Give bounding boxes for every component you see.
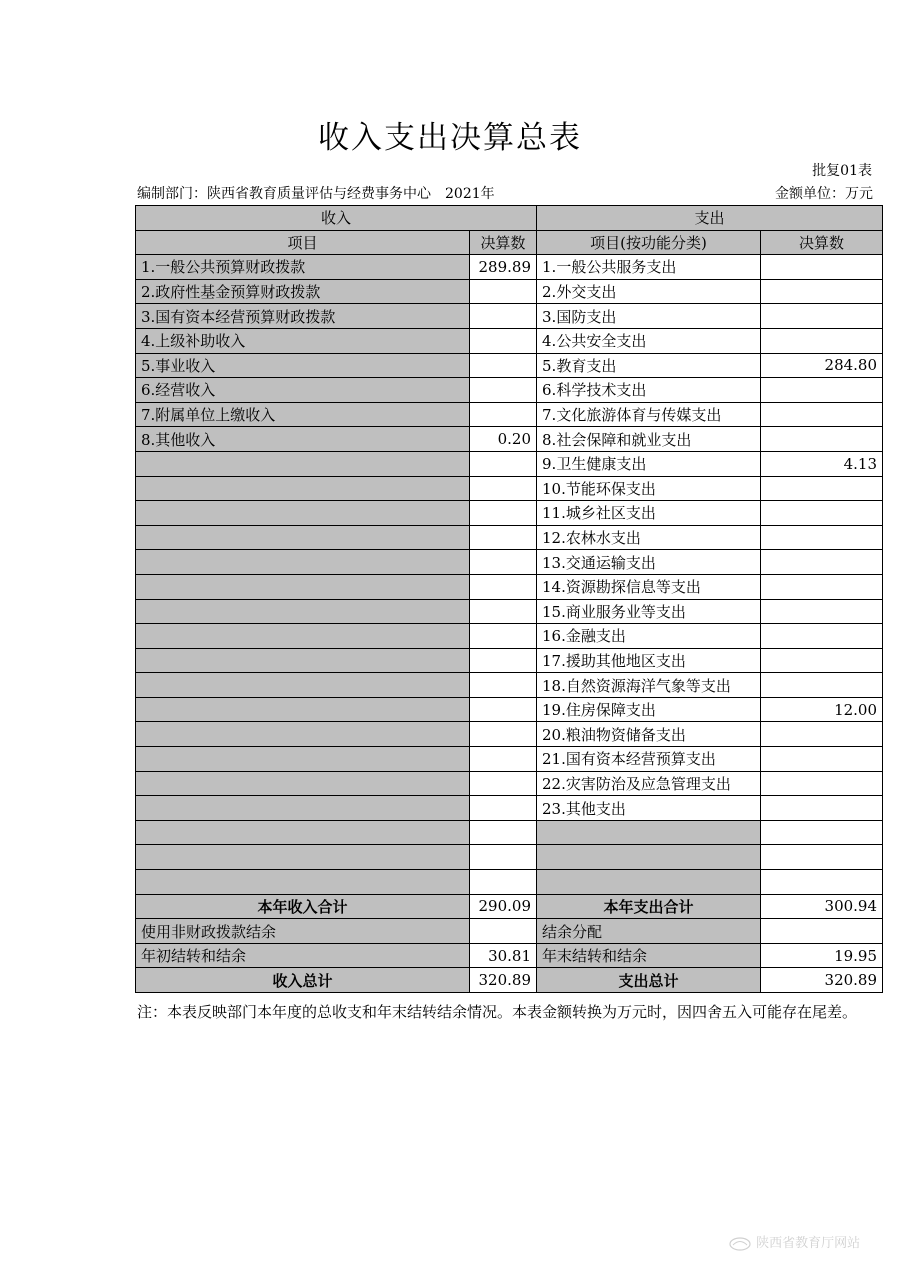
income-item-cell xyxy=(136,697,470,722)
income-item-cell: 8.其他收入 xyxy=(136,427,470,452)
income-value-cell xyxy=(470,870,537,895)
income-value-cell xyxy=(470,279,537,304)
expense-item-cell: 20.粮油物资储备支出 xyxy=(537,722,761,747)
expense-item-cell: 19.住房保障支出 xyxy=(537,697,761,722)
expense-value-cell xyxy=(761,820,883,845)
income-item-cell: 5.事业收入 xyxy=(136,353,470,378)
expense-value-cell xyxy=(761,550,883,575)
expense-value-cell xyxy=(761,427,883,452)
table-row xyxy=(136,771,883,796)
income-item-cell: 7.附属单位上缴收入 xyxy=(136,402,470,427)
income-value-cell xyxy=(470,624,537,649)
expense-value-cell xyxy=(761,279,883,304)
income-value-cell xyxy=(470,845,537,870)
table-row xyxy=(136,255,883,280)
table-row xyxy=(136,525,883,550)
expense-year-total-label: 本年支出合计 xyxy=(537,894,761,919)
surplus-distribution-value xyxy=(761,919,883,944)
income-item-cell xyxy=(136,525,470,550)
income-item-cell xyxy=(136,845,470,870)
expense-value-cell xyxy=(761,328,883,353)
expense-item-cell: 4.公共安全支出 xyxy=(537,328,761,353)
income-item-cell: 4.上级补助收入 xyxy=(136,328,470,353)
table-row xyxy=(136,599,883,624)
income-value-cell xyxy=(470,501,537,526)
table-row xyxy=(136,624,883,649)
expense-item-cell: 14.资源勘探信息等支出 xyxy=(537,574,761,599)
income-item-cell xyxy=(136,451,470,476)
expense-value-cell: 12.00 xyxy=(761,697,883,722)
income-item-cell xyxy=(136,599,470,624)
expense-item-cell: 8.社会保障和就业支出 xyxy=(537,427,761,452)
expense-item-header: 项目(按功能分类) xyxy=(537,230,761,255)
expense-year-total-value: 300.94 xyxy=(761,894,883,919)
nonfiscal-balance-label: 使用非财政拨款结余 xyxy=(136,919,470,944)
report-year: 2021年 xyxy=(445,186,495,202)
income-item-cell xyxy=(136,648,470,673)
expense-item-cell: 3.国防支出 xyxy=(537,304,761,329)
income-value-cell xyxy=(470,648,537,673)
expense-value-cell: 4.13 xyxy=(761,451,883,476)
department-info xyxy=(137,183,495,203)
table-row xyxy=(136,796,883,821)
expense-value-cell xyxy=(761,747,883,772)
expense-value-cell xyxy=(761,501,883,526)
income-value-cell xyxy=(470,550,537,575)
income-item-cell xyxy=(136,501,470,526)
form-code: 批复01表 xyxy=(812,163,872,179)
income-item-cell xyxy=(136,771,470,796)
income-value-cell xyxy=(470,820,537,845)
table-row xyxy=(136,353,883,378)
site-watermark xyxy=(728,1232,860,1252)
expense-value-cell xyxy=(761,624,883,649)
table-row xyxy=(136,501,883,526)
income-item-cell xyxy=(136,624,470,649)
expense-item-cell xyxy=(537,845,761,870)
income-value-cell xyxy=(470,451,537,476)
income-item-cell xyxy=(136,550,470,575)
table-row xyxy=(136,304,883,329)
expense-item-cell: 15.商业服务业等支出 xyxy=(537,599,761,624)
table-row xyxy=(136,378,883,403)
table-row xyxy=(136,427,883,452)
emblem-icon xyxy=(728,1236,752,1252)
expense-item-cell: 12.农林水支出 xyxy=(537,525,761,550)
income-value-cell xyxy=(470,525,537,550)
expense-value-cell xyxy=(761,304,883,329)
expense-value-cell xyxy=(761,378,883,403)
expense-item-cell: 6.科学技术支出 xyxy=(537,378,761,403)
table-row xyxy=(136,820,883,845)
income-item-cell xyxy=(136,796,470,821)
income-item-cell xyxy=(136,820,470,845)
table-row xyxy=(136,279,883,304)
expense-amount-header: 决算数 xyxy=(761,230,883,255)
expense-value-cell xyxy=(761,525,883,550)
expense-grand-total-value: 320.89 xyxy=(761,968,883,993)
expense-item-cell: 16.金融支出 xyxy=(537,624,761,649)
table-row xyxy=(136,722,883,747)
table-row xyxy=(136,328,883,353)
income-item-cell xyxy=(136,673,470,698)
income-value-cell xyxy=(470,378,537,403)
expense-item-cell xyxy=(537,870,761,895)
grand-total-row xyxy=(136,968,883,993)
income-value-cell xyxy=(470,599,537,624)
expense-item-cell: 23.其他支出 xyxy=(537,796,761,821)
expense-item-cell: 22.灾害防治及应急管理支出 xyxy=(537,771,761,796)
income-item-cell: 1.一般公共预算财政拨款 xyxy=(136,255,470,280)
expense-grand-total-label: 支出总计 xyxy=(537,968,761,993)
income-value-cell xyxy=(470,697,537,722)
income-value-cell xyxy=(470,574,537,599)
department-label: 编制部门：陕西省教育质量评估与经费事务中心 xyxy=(137,186,431,202)
expense-item-cell xyxy=(537,820,761,845)
table-row xyxy=(136,845,883,870)
table-row xyxy=(136,697,883,722)
income-value-cell xyxy=(470,402,537,427)
table-row xyxy=(136,402,883,427)
income-item-cell: 3.国有资本经营预算财政拨款 xyxy=(136,304,470,329)
income-item-cell xyxy=(136,476,470,501)
table-row xyxy=(136,673,883,698)
income-value-cell xyxy=(470,796,537,821)
page-title: 收入支出决算总表 xyxy=(318,120,582,156)
income-section-header: 收入 xyxy=(136,206,537,231)
table-row xyxy=(136,476,883,501)
expense-item-cell: 21.国有资本经营预算支出 xyxy=(537,747,761,772)
income-grand-total-label: 收入总计 xyxy=(136,968,470,993)
expense-item-cell: 18.自然资源海洋气象等支出 xyxy=(537,673,761,698)
expense-value-cell xyxy=(761,599,883,624)
table-row xyxy=(136,648,883,673)
expense-item-cell: 9.卫生健康支出 xyxy=(537,451,761,476)
expense-value-cell xyxy=(761,255,883,280)
opening-balance-label: 年初结转和结余 xyxy=(136,943,470,968)
income-item-cell: 2.政府性基金预算财政拨款 xyxy=(136,279,470,304)
expense-value-cell xyxy=(761,722,883,747)
year-total-row xyxy=(136,894,883,919)
watermark-text: 陕西省教育厅网站 xyxy=(756,1236,861,1251)
income-value-cell: 289.89 xyxy=(470,255,537,280)
income-grand-total-value: 320.89 xyxy=(470,968,537,993)
income-item-cell: 6.经营收入 xyxy=(136,378,470,403)
expense-section-header: 支出 xyxy=(537,206,883,231)
income-amount-header: 决算数 xyxy=(470,230,537,255)
closing-balance-label: 年末结转和结余 xyxy=(537,943,761,968)
income-item-cell xyxy=(136,574,470,599)
expense-value-cell xyxy=(761,648,883,673)
amount-unit: 金额单位：万元 xyxy=(775,186,873,202)
closing-balance-value: 19.95 xyxy=(761,943,883,968)
expense-value-cell xyxy=(761,402,883,427)
income-value-cell xyxy=(470,304,537,329)
balance-usage-row xyxy=(136,919,883,944)
expense-value-cell: 284.80 xyxy=(761,353,883,378)
income-year-total-value: 290.09 xyxy=(470,894,537,919)
income-value-cell xyxy=(470,353,537,378)
opening-balance-value: 30.81 xyxy=(470,943,537,968)
expense-item-cell: 11.城乡社区支出 xyxy=(537,501,761,526)
income-item-cell xyxy=(136,722,470,747)
nonfiscal-balance-value xyxy=(470,919,537,944)
expense-item-cell: 17.援助其他地区支出 xyxy=(537,648,761,673)
income-value-cell xyxy=(470,476,537,501)
income-expense-table xyxy=(135,205,883,993)
income-item-header: 项目 xyxy=(136,230,470,255)
surplus-distribution-label: 结余分配 xyxy=(537,919,761,944)
carryover-row xyxy=(136,943,883,968)
income-value-cell xyxy=(470,722,537,747)
footnote: 注：本表反映部门本年度的总收支和年末结转结余情况。本表金额转换为万元时，因四舍五入可能存在尾差。 xyxy=(137,1003,858,1021)
expense-value-cell xyxy=(761,771,883,796)
expense-value-cell xyxy=(761,574,883,599)
income-value-cell xyxy=(470,673,537,698)
expense-value-cell xyxy=(761,673,883,698)
table-row xyxy=(136,550,883,575)
income-item-cell xyxy=(136,870,470,895)
expense-item-cell: 2.外交支出 xyxy=(537,279,761,304)
header-row-sections xyxy=(136,206,883,231)
income-value-cell xyxy=(470,747,537,772)
expense-value-cell xyxy=(761,796,883,821)
table-row xyxy=(136,870,883,895)
expense-value-cell xyxy=(761,870,883,895)
table-row xyxy=(136,747,883,772)
income-value-cell xyxy=(470,328,537,353)
income-value-cell xyxy=(470,771,537,796)
expense-item-cell: 5.教育支出 xyxy=(537,353,761,378)
expense-item-cell: 7.文化旅游体育与传媒支出 xyxy=(537,402,761,427)
expense-value-cell xyxy=(761,476,883,501)
table-row xyxy=(136,574,883,599)
income-item-cell xyxy=(136,747,470,772)
expense-value-cell xyxy=(761,845,883,870)
expense-item-cell: 1.一般公共服务支出 xyxy=(537,255,761,280)
income-year-total-label: 本年收入合计 xyxy=(136,894,470,919)
income-value-cell: 0.20 xyxy=(470,427,537,452)
header-row-columns xyxy=(136,230,883,255)
table-row xyxy=(136,451,883,476)
expense-item-cell: 10.节能环保支出 xyxy=(537,476,761,501)
expense-item-cell: 13.交通运输支出 xyxy=(537,550,761,575)
